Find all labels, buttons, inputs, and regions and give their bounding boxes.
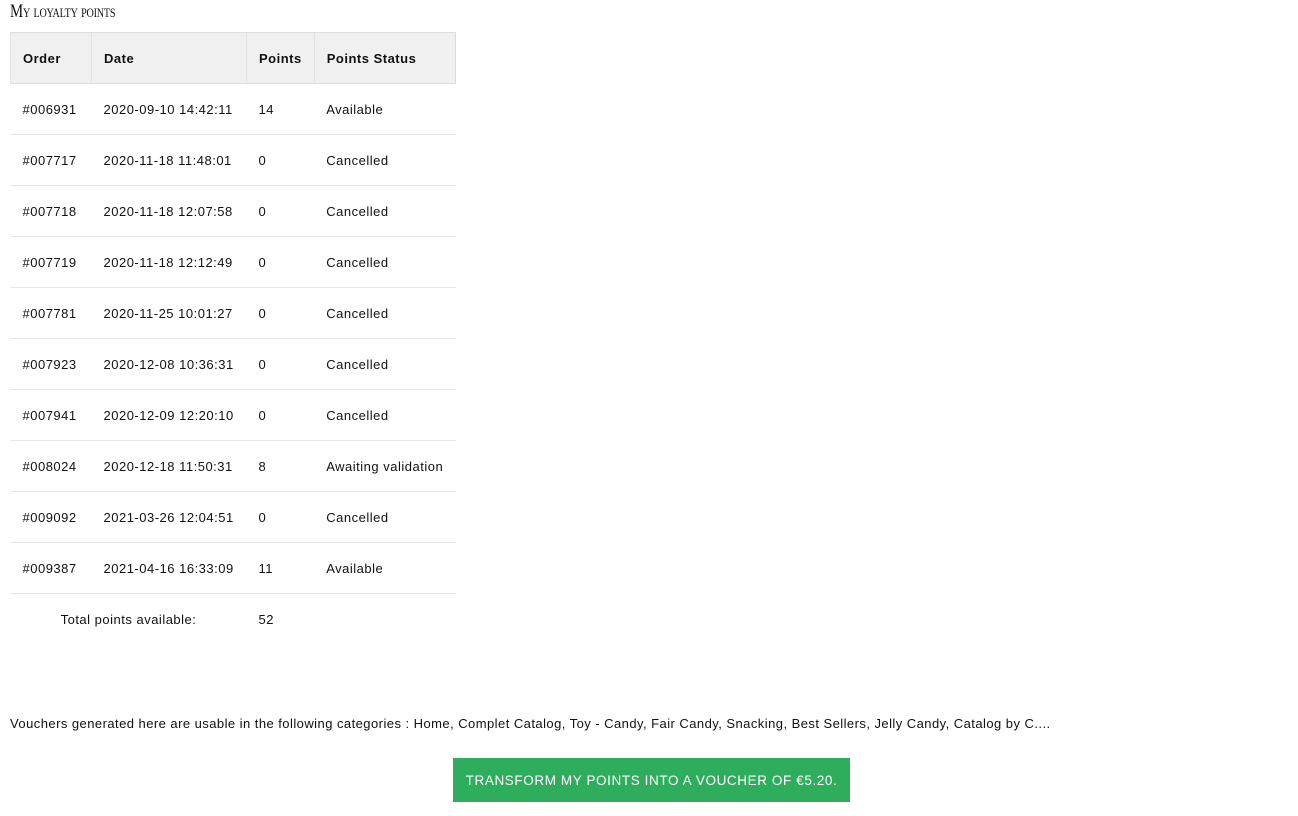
order-date-cell: 2021-03-26 12:04:51: [92, 492, 247, 543]
table-row: [11, 543, 456, 594]
table-header-row: [11, 33, 456, 84]
table-row: [11, 84, 456, 135]
table-row: [11, 135, 456, 186]
points-cell: 11: [247, 543, 315, 594]
order-number-cell: #007941: [11, 390, 92, 441]
points-cell: 0: [247, 339, 315, 390]
order-date-cell: 2020-11-25 10:01:27: [92, 288, 247, 339]
points-cell: 0: [247, 288, 315, 339]
page-title: My loyalty points: [10, 1, 116, 22]
total-points-label: Total points available:: [60, 611, 197, 627]
points-cell: 0: [247, 135, 315, 186]
order-number-cell: #007719: [11, 237, 92, 288]
points-status-cell: Cancelled: [314, 390, 455, 441]
points-cell: 14: [247, 84, 315, 135]
points-cell: 0: [247, 186, 315, 237]
points-status-cell: Cancelled: [314, 237, 455, 288]
table-row: [11, 492, 456, 543]
total-points-value: 52: [258, 611, 274, 627]
points-status-cell: Cancelled: [314, 135, 455, 186]
order-number-cell: #008024: [11, 441, 92, 492]
points-status-cell: Cancelled: [314, 339, 455, 390]
transform-points-voucher-button[interactable]: TRANSFORM MY POINTS INTO A VOUCHER OF €5.20.: [453, 758, 850, 802]
total-row-empty-cell: [314, 594, 455, 645]
order-number-cell: #007923: [11, 339, 92, 390]
order-number-cell: #009092: [11, 492, 92, 543]
order-number-cell: #009387: [11, 543, 92, 594]
points-status-cell: Awaiting validation: [314, 441, 455, 492]
loyalty-points-table: [10, 32, 456, 644]
points-status-cell: Available: [314, 84, 455, 135]
column-header-date: Date: [92, 33, 247, 84]
table-body: [11, 84, 456, 645]
order-number-cell: #006931: [11, 84, 92, 135]
order-number-cell: #007781: [11, 288, 92, 339]
points-cell: 8: [247, 441, 315, 492]
points-status-cell: Cancelled: [314, 288, 455, 339]
points-status-cell: Cancelled: [314, 492, 455, 543]
order-date-cell: 2020-09-10 14:42:11: [92, 84, 247, 135]
order-date-cell: 2021-04-16 16:33:09: [92, 543, 247, 594]
order-number-cell: #007718: [11, 186, 92, 237]
table-row: [11, 186, 456, 237]
table-row: [11, 237, 456, 288]
voucher-categories-text: Vouchers generated here are usable in the following categories : Home, Complet Catalog, Toy - Candy, Fair Candy, Snacking, Best Sellers, Jelly Candy, Catalog by C....: [10, 716, 1051, 731]
table-row: [11, 390, 456, 441]
points-cell: 0: [247, 390, 315, 441]
order-date-cell: 2020-11-18 11:48:01: [92, 135, 247, 186]
table-header: [11, 33, 456, 84]
order-date-cell: 2020-11-18 12:12:49: [92, 237, 247, 288]
order-number-cell: #007717: [11, 135, 92, 186]
column-header-points: Points: [247, 33, 315, 84]
points-status-cell: Available: [314, 543, 455, 594]
table-row: [11, 441, 456, 492]
points-status-cell: Cancelled: [314, 186, 455, 237]
order-date-cell: 2020-12-18 11:50:31: [92, 441, 247, 492]
points-cell: 0: [247, 492, 315, 543]
points-cell: 0: [247, 237, 315, 288]
order-date-cell: 2020-11-18 12:07:58: [92, 186, 247, 237]
order-date-cell: 2020-12-09 12:20:10: [92, 390, 247, 441]
total-row: [11, 594, 456, 645]
table-row: [11, 339, 456, 390]
table-row: [11, 288, 456, 339]
column-header-status: Points Status: [314, 33, 455, 84]
order-date-cell: 2020-12-08 10:36:31: [92, 339, 247, 390]
column-header-order: Order: [11, 33, 92, 84]
